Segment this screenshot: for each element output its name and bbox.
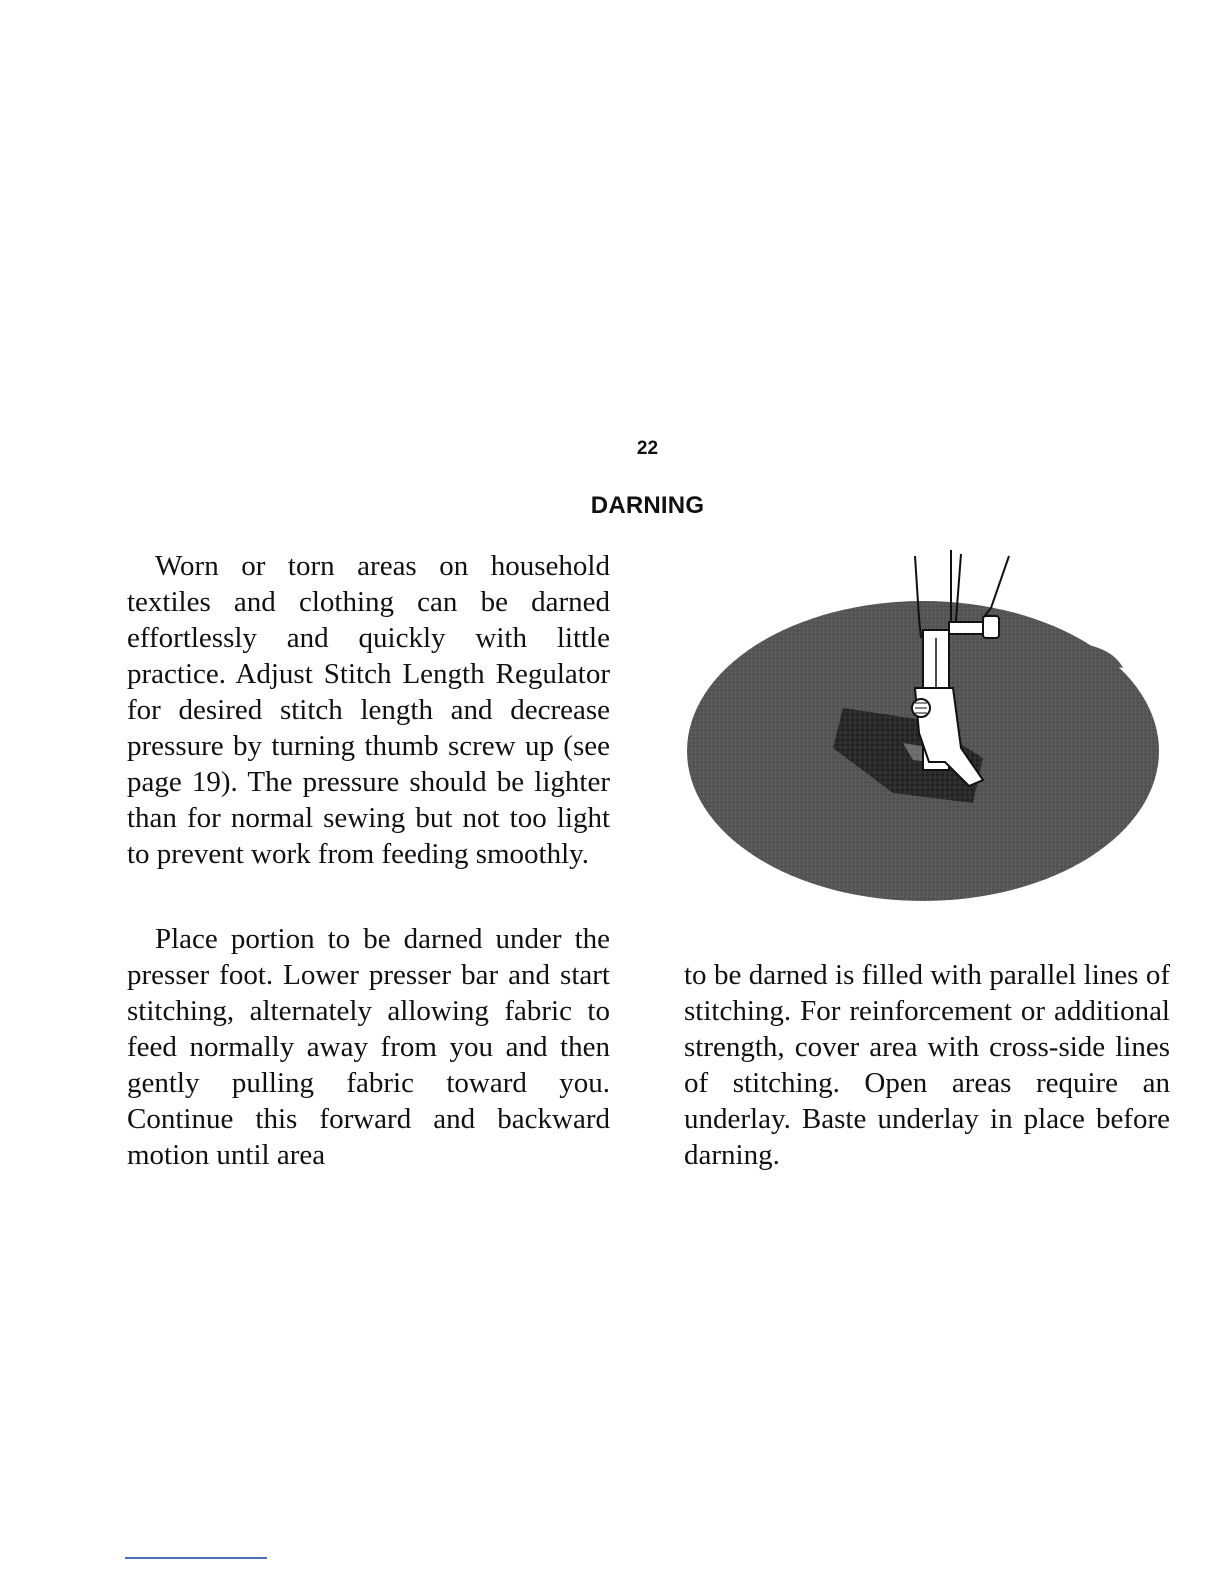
darning-illustration	[683, 548, 1163, 908]
footer-rule	[125, 1557, 267, 1559]
paragraph-intro: Worn or torn areas on household textiles and clothing can be darned effortlessly and quickly with little practice. Adjust Stitch Length Regulator for desired stitch length and decrease pressure by turning thumb screw up (see page 19). The pressure should be lighter than for normal sewing but not too light to prevent work from feeding smoothly.	[127, 550, 610, 870]
darning-illustration-svg	[683, 548, 1163, 908]
paragraph-continued: to be darned is filled with parallel lines of stitching. For reinforcement or additional strength, cover area with cross-side lines of stitching. Open areas require an underlay. Baste underlay in place before darning.	[684, 959, 1170, 1171]
section-title: DARNING	[590, 492, 705, 519]
page-number: 22	[636, 438, 659, 459]
paragraph-instructions: Place portion to be darned under the presser foot. Lower presser bar and start stitching, alternately allowing fabric to feed normally away from you and then gently pulling fabric toward you. Continue this forward and backward motion until area	[127, 923, 610, 1171]
